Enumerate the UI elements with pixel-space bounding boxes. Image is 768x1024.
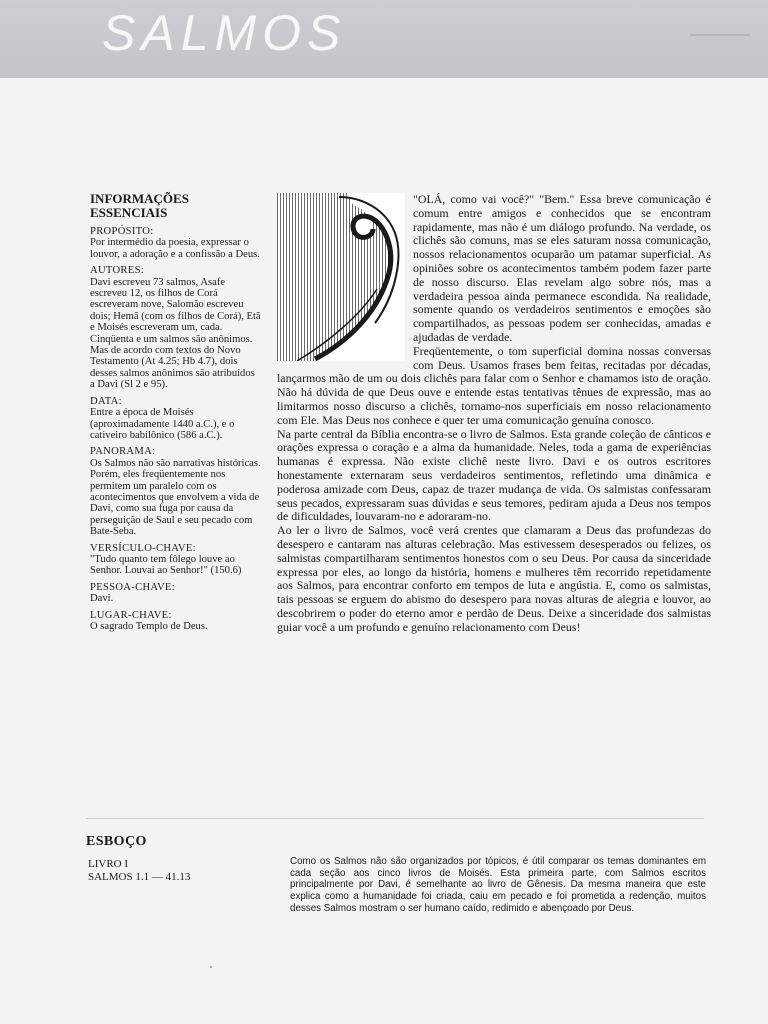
- key-facts-sidebar: [90, 192, 262, 632]
- intro-paragraph: Na parte central da Bíblia encontra-se o livro de Salmos. Esta grande coleção de cânticos e orações expressa o coração e a alma da humanidade. Neles, toda a gama de experiências humanas é expressa. Não existe clichê neste livro. Davi e os outros escritores honestamente externaram seus verdadeiros sentimentos, refletindo uma dinâmica e poderosa amizade com Deus, capaz de trazer mudança de vida. Os salmistas confessaram seus pecados, expressaram suas dúvidas e seus temores, pediram ajuda a Deus nos tempos de dificuldades, louvaram-no e adoraram-no.: [277, 426, 711, 524]
- section-divider: [86, 818, 704, 819]
- authors-label: AUTORES:: [90, 265, 145, 277]
- intro-paragraph: Freqüentemente, o tom superficial domina nossas conversas com Deus. Usamos frases bem feitas, recitadas por décadas, lançarmos mão de um ou dois clichês para falar com o Senhor e chamamos isto de oração. Não há dúvida de que Deus ouve e entende estas tentativas tênues de expressão, mas ao limitarmos nosso discurso a clichês, tornamo-nos superficiais em nosso relacionamento com Ele. Mas Deus nos conhece e quer ter uma comunicação genuína conosco.: [277, 343, 711, 427]
- outline-range: SALMOS 1.1 — 41.13: [88, 871, 191, 883]
- key-verse-label: VERSÍCULO-CHAVE:: [90, 542, 196, 554]
- purpose-text: Por intermédio da poesia, expressar o louvor, a adoração e a confissão a Deus.: [90, 237, 260, 260]
- key-place-text: O sagrado Templo de Deus.: [90, 621, 208, 632]
- key-person-label: PESSOA-CHAVE:: [90, 581, 175, 593]
- header-rule: [690, 34, 750, 36]
- key-verse-text: "Tudo quanto tem fôlego louve ao Senhor. Louvai ao Senhor!" (150.6): [90, 553, 242, 577]
- date-text: Entre a época de Moisés (aproximadamente 1440 a.C.), e o cativeiro babilônico (586 a.C.).: [90, 407, 235, 441]
- overview-label: PANORAMA:: [90, 446, 156, 458]
- purpose-label: PROPÓSITO:: [90, 226, 154, 237]
- key-person-text: Davi.: [90, 593, 114, 605]
- introduction-article: [277, 193, 711, 635]
- header-band: [0, 0, 768, 78]
- outline-title: ESBOÇO: [86, 834, 147, 849]
- key-place-label: LUGAR-CHAVE:: [90, 609, 172, 621]
- overview-text: Os Salmos não são narrativas históricas. Porém, eles freqüentemente nos permitem um paralelo com os acontecimentos que envolvem a vida de Davi, como sua fuga por causa da perseguição de Saul e seu pecado com Bate-Seba.: [90, 457, 261, 538]
- date-label: DATA:: [90, 395, 122, 407]
- paper-speck: [210, 966, 212, 968]
- intro-paragraph: "OLÁ, como vai você?" "Bem." Essa breve comunicação é comum entre amigos e conhecidos que se encontram rapidamente, mas não é um diálogo profundo. Na verdade, os clichês são comuns, mas se eles saturam nossa comunicação, nossos relacionamentos ocuparão um patamar superficial. As opiniões sobre os acontecimentos também podem fazer parte de nosso discurso. Elas revelam algo sobre nós, mas a verdadeira pessoa ainda permanece escondida. Na realidade, somente quando os verdadeiros sentimentos e emoções são compartilhados, as pessoas podem ser conhecidas, amadas e ajudadas de verdade.: [413, 192, 711, 344]
- outline-reference: [88, 858, 268, 884]
- book-title: SALMOS: [102, 5, 347, 61]
- outline-book: LIVRO I: [88, 858, 129, 870]
- outline-description: Como os Salmos não são organizados por tópicos, é útil comparar os temas dominantes em cada seção aos cinco livros de Moisés. Esta primeira parte, com Salmos escritos principalmente por Davi, é semelhante ao livro de Gênesis. Da mesma maneira que este explica como a humanidade foi criada, caiu em pecado e foi prometida a redenção, muitos desses Salmos mostram o ser humano caído, redimido e abençoado por Deus.: [290, 856, 706, 914]
- intro-paragraph: Ao ler o livro de Salmos, você verá crentes que clamaram a Deus das profundezas do desespero e cantaram nas alturas celebração. Mas estivessem desesperados ou felizes, os salmistas compartilharam sentimentos honestos com o seu Deus. Por causa da sinceridade expressa por eles, ao longo da história, homens e mulheres têm recorrido repetidamente aos Salmos, para encontrar conforto em tempos de luta e angústia. E, como os salmistas, tais pessoas se erguem do abismo do desespero para novas alturas de alegria e louvor, ao descobrirem o poder do eterno amor e perdão de Deus. Deixe a sinceridade dos salmistas guiar você a um profundo e genuíno relacionamento com Deus!: [277, 523, 711, 634]
- authors-text: Davi escreveu 73 salmos, Asafe escreveu 12, os filhos de Corá escreveram nove, Salomão escreveu dois; Hemã (com os filhos de Corá), Etã e Moisés escreveram um, cada. Cinqüenta e um salmos são anônimos. Mas de acordo com textos do Novo Testamento (At 4.25; Hb 4.7), dois desses salmos anônimos são atribuídos a Davi (Sl 2 e 95).: [90, 276, 261, 391]
- sidebar-title: INFORMAÇÕES ESSENCIAIS: [90, 191, 189, 220]
